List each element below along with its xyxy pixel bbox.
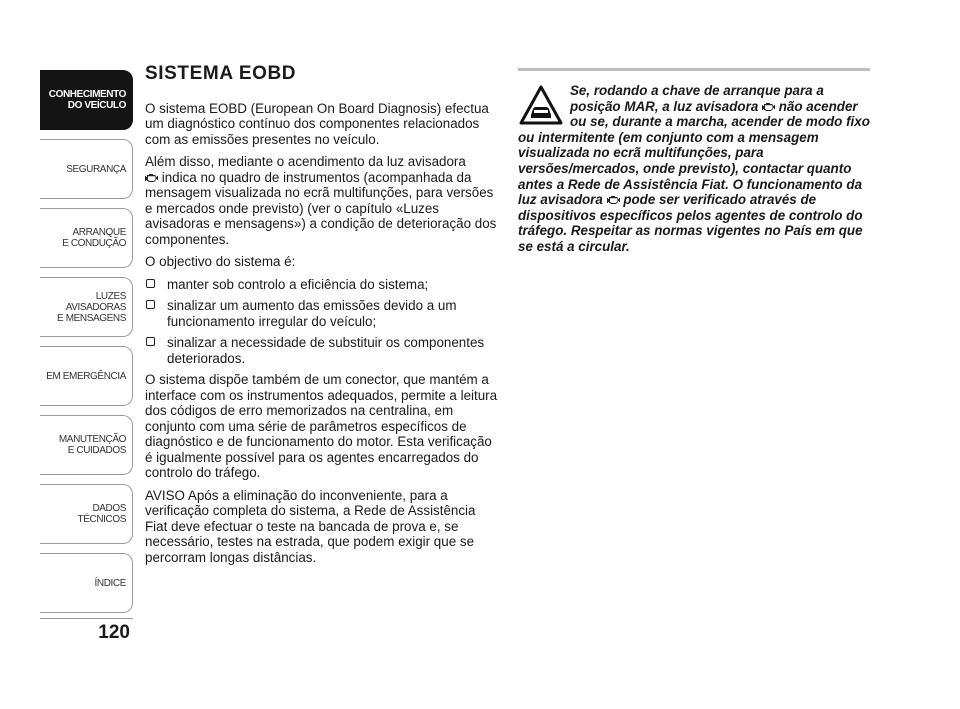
sidebar-tab-7[interactable] xyxy=(40,553,133,613)
warning-text-part1: Se, rodando a chave de arranque para a posição MAR, a luz avisadora xyxy=(570,83,824,114)
paragraph-objective: O objectivo do sistema é: xyxy=(145,254,296,269)
paragraph-connector: O sistema dispõe também de um conector, que mantém a interface com os instrumentos adequados, permite a leitura dos códigos de erro memorizados na centralina, em conjunto com uma série de parâmetros específicos de diagnóstico e de funcionamento do motor. Esta verificação é igualmente possível para os agentes encarregados do controlo do tráfego. xyxy=(145,372,498,480)
engine-warning-icon xyxy=(145,172,158,183)
warning-text-part2: não acender ou se, durante a marcha, acender de modo fixo ou intermitente (em conjunto com a mensagem visualizada no ecrã multifunções, para versões/mercados, onde previsto), contactar quanto antes a Rede de Assistência Fiat. O funcionamento da luz avisadora xyxy=(518,98,870,208)
warning-column xyxy=(518,68,870,255)
car-warning-triangle-icon xyxy=(518,83,564,127)
page-number: 120 xyxy=(98,622,130,643)
paragraph-warning-light-before: Além disso, mediante o acendimento da luz avisadora xyxy=(145,154,466,169)
list-item: manter sob controlo a eficiência do sistema; xyxy=(145,277,500,293)
sidebar-tab-label: SEGURANÇA xyxy=(66,163,126,175)
sidebar-tab-0[interactable] xyxy=(40,70,133,130)
sidebar-tab-label: CONHECIMENTO xyxy=(48,89,126,100)
sidebar-tab-3[interactable] xyxy=(40,277,133,337)
paragraph-warning-light xyxy=(145,154,500,247)
sidebar-tab-4[interactable] xyxy=(40,346,133,406)
section-title: SISTEMA EOBD xyxy=(145,63,297,84)
paragraph-warning-light-after: indica no quadro de instrumentos (acompanhada da mensagem visualizada no ecrã multifunções, para versões e mercados onde previsto) (ver o capítulo «Luzes avisadoras e mensagens») a condição de deterioração dos componentes. xyxy=(145,169,497,247)
sidebar-tab-1[interactable] xyxy=(40,139,133,199)
sidebar-tab-label: E MENSAGENS xyxy=(57,312,126,324)
paragraph-notice: AVISO Após a eliminação do inconveniente, para a verificação completa do sistema, a Rede de Assistência Fiat deve efectuar o teste na bancada de prova e, se necessário, testes na estrada, que podem exigir que se percorram longas distâncias. xyxy=(145,487,476,565)
sidebar-tab-label: AVISADORAS xyxy=(65,301,126,313)
warning-text-part3: pode ser verificado através de dispositivos específicos pelos agentes de controlo do tráfego. Respeitar as normas vigentes no País em que se está a circular. xyxy=(518,192,863,254)
sidebar-tab-2[interactable] xyxy=(40,208,133,268)
sidebar-tab-label: DO VEÍCULO xyxy=(67,100,126,111)
list-item: sinalizar um aumento das emissões devido a um funcionamento irregular do veículo; xyxy=(145,298,500,329)
sidebar-tab-label: LUZES xyxy=(95,290,126,302)
sidebar-tab-label: ÍNDICE xyxy=(94,577,126,589)
sidebar-tab-label: EM EMERGÊNCIA xyxy=(46,370,126,382)
sidebar-tab-5[interactable] xyxy=(40,415,133,475)
paragraph-intro: O sistema EOBD (European On Board Diagnosis) efectua um diagnóstico contínuo dos componentes relacionados com as emissões presentes no veículo. xyxy=(145,100,489,147)
sidebar-tab-label: E CUIDADOS xyxy=(67,445,126,456)
checkbox-bullet-icon xyxy=(146,279,155,288)
objective-list xyxy=(145,277,500,367)
warning-top-rule xyxy=(518,68,870,71)
engine-warning-icon xyxy=(762,101,775,112)
sidebar-tab-6[interactable] xyxy=(40,484,133,544)
sidebar-divider xyxy=(40,618,133,619)
warning-box xyxy=(518,83,870,255)
checkbox-bullet-icon xyxy=(146,300,155,309)
list-item: sinalizar a necessidade de substituir os componentes deteriorados. xyxy=(145,335,500,366)
sidebar-tab-label: E CONDUÇÃO xyxy=(62,238,126,249)
sidebar-tab-label: TÉCNICOS xyxy=(77,514,126,525)
chapter-sidebar xyxy=(40,70,133,622)
engine-warning-icon xyxy=(607,194,620,205)
sidebar-tab-label: DADOS xyxy=(92,503,126,514)
sidebar-tab-label: ARRANQUE xyxy=(72,227,126,238)
main-column xyxy=(145,63,500,572)
sidebar-tab-label: MANUTENÇÃO xyxy=(58,434,126,445)
checkbox-bullet-icon xyxy=(146,337,155,346)
